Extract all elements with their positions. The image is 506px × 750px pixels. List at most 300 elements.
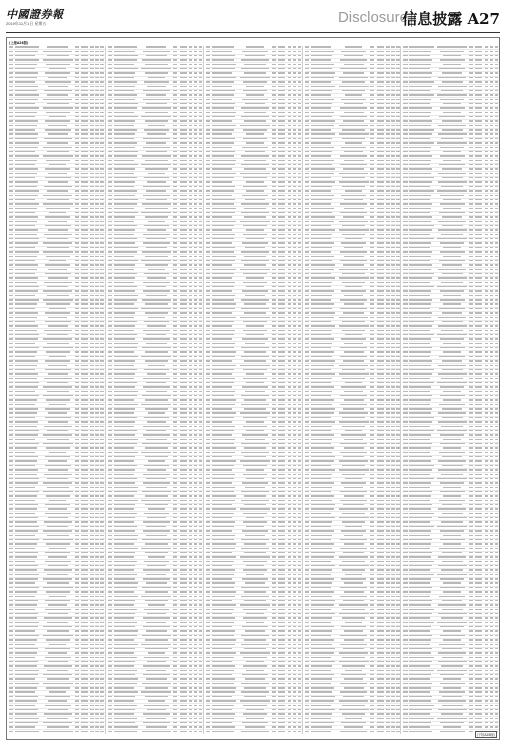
table-cell: [80, 360, 90, 363]
text-placeholder: [9, 504, 13, 505]
table-cell: [141, 330, 173, 333]
text-placeholder: [108, 386, 112, 387]
table-cell: [198, 578, 203, 581]
table-cell: [198, 513, 203, 516]
text-placeholder: [146, 247, 167, 248]
text-placeholder: [108, 582, 112, 583]
text-placeholder: [75, 90, 79, 91]
text-placeholder: [199, 46, 203, 47]
table-cell: [100, 565, 105, 568]
text-placeholder: [90, 591, 94, 592]
text-placeholder: [81, 696, 88, 697]
table-cell: [178, 500, 188, 503]
text-placeholder: [173, 417, 177, 418]
text-placeholder: [173, 173, 177, 174]
text-placeholder: [199, 395, 203, 396]
text-placeholder: [173, 155, 177, 156]
table-cell: [15, 582, 42, 585]
table-cell: [178, 613, 188, 616]
table-cell: [15, 613, 42, 616]
text-placeholder: [48, 421, 68, 422]
table-cell: [100, 713, 105, 716]
text-placeholder: [95, 430, 99, 431]
text-placeholder: [9, 521, 13, 522]
text-placeholder: [75, 622, 79, 623]
table-cell: [42, 308, 74, 311]
text-placeholder: [90, 412, 94, 413]
text-placeholder: [9, 125, 13, 126]
text-placeholder: [81, 282, 88, 283]
text-placeholder: [9, 378, 13, 379]
text-placeholder: [95, 687, 99, 688]
text-placeholder: [194, 216, 198, 217]
text-placeholder: [108, 351, 112, 352]
table-cell: [42, 46, 74, 49]
table-cell: [141, 203, 173, 206]
text-placeholder: [143, 521, 169, 522]
text-placeholder: [75, 72, 79, 73]
text-placeholder: [108, 360, 112, 361]
table-cell: [15, 295, 42, 298]
text-placeholder: [90, 59, 94, 60]
table-cell: [141, 133, 173, 136]
table-cell: [141, 596, 173, 599]
text-placeholder: [199, 186, 203, 187]
text-placeholder: [9, 617, 13, 618]
text-placeholder: [114, 199, 138, 200]
table-cell: [114, 273, 141, 276]
text-placeholder: [15, 303, 37, 304]
text-placeholder: [173, 347, 177, 348]
text-placeholder: [45, 81, 71, 82]
text-placeholder: [194, 203, 198, 204]
text-placeholder: [15, 112, 37, 113]
text-placeholder: [173, 591, 177, 592]
table-cell: [178, 521, 188, 524]
text-placeholder: [100, 596, 104, 597]
text-placeholder: [100, 234, 104, 235]
text-placeholder: [75, 51, 79, 52]
text-placeholder: [75, 269, 79, 270]
table-cell: [80, 644, 90, 647]
text-placeholder: [199, 360, 203, 361]
text-placeholder: [81, 247, 88, 248]
text-placeholder: [95, 426, 99, 427]
text-placeholder: [75, 59, 79, 60]
text-placeholder: [81, 526, 88, 527]
text-placeholder: [95, 321, 99, 322]
text-placeholder: [9, 290, 13, 291]
table-cell: [141, 229, 173, 232]
text-placeholder: [15, 160, 37, 161]
text-placeholder: [9, 360, 13, 361]
table-cell: [100, 556, 105, 559]
text-placeholder: [100, 408, 104, 409]
text-placeholder: [189, 247, 193, 248]
text-placeholder: [100, 90, 104, 91]
text-placeholder: [194, 99, 198, 100]
text-placeholder: [189, 273, 193, 274]
table-cell: [178, 391, 188, 394]
table-cell: [114, 439, 141, 442]
table-cell: [80, 212, 90, 215]
table-cell: [100, 212, 105, 215]
text-placeholder: [81, 173, 88, 174]
text-placeholder: [199, 569, 203, 570]
text-placeholder: [114, 260, 138, 261]
table-cell: [15, 112, 42, 115]
text-placeholder: [81, 330, 88, 331]
text-placeholder: [189, 181, 193, 182]
text-placeholder: [143, 51, 170, 52]
table-cell: [100, 181, 105, 184]
text-placeholder: [90, 351, 94, 352]
table-cell: [15, 203, 42, 206]
text-placeholder: [100, 317, 104, 318]
table-cell: [100, 513, 105, 516]
text-placeholder: [90, 260, 94, 261]
table-cell: [42, 456, 74, 459]
text-placeholder: [199, 269, 203, 270]
text-placeholder: [173, 517, 177, 518]
text-placeholder: [75, 116, 79, 117]
text-placeholder: [75, 447, 79, 448]
table-cell: [141, 412, 173, 415]
text-placeholder: [144, 177, 169, 178]
text-placeholder: [75, 155, 79, 156]
table-cell: [114, 46, 141, 49]
text-placeholder: [199, 365, 203, 366]
text-placeholder: [90, 731, 94, 732]
text-placeholder: [15, 177, 35, 178]
text-placeholder: [114, 456, 136, 457]
text-placeholder: [43, 731, 73, 732]
text-placeholder: [9, 635, 13, 636]
text-placeholder: [81, 508, 88, 509]
text-placeholder: [95, 482, 99, 483]
table-cell: [114, 469, 141, 472]
text-placeholder: [75, 360, 79, 361]
text-placeholder: [180, 421, 187, 422]
text-placeholder: [194, 609, 198, 610]
text-placeholder: [100, 138, 104, 139]
text-placeholder: [142, 347, 171, 348]
table-cell: [80, 282, 90, 285]
table-cell: [100, 604, 105, 607]
text-placeholder: [199, 596, 203, 597]
table-cell: [114, 561, 141, 564]
text-placeholder: [189, 173, 193, 174]
text-placeholder: [95, 565, 99, 566]
table-cell: [198, 582, 203, 585]
text-placeholder: [81, 644, 88, 645]
text-placeholder: [95, 195, 99, 196]
text-placeholder: [173, 277, 177, 278]
text-placeholder: [199, 247, 203, 248]
text-placeholder: [95, 517, 99, 518]
text-placeholder: [15, 709, 38, 710]
text-placeholder: [45, 648, 70, 649]
text-placeholder: [142, 155, 171, 156]
text-placeholder: [45, 705, 71, 706]
text-placeholder: [90, 504, 94, 505]
table-cell: [42, 133, 74, 136]
text-placeholder: [95, 399, 99, 400]
text-placeholder: [173, 107, 177, 108]
table-cell: [80, 465, 90, 468]
table-cell: [178, 351, 188, 354]
text-placeholder: [95, 151, 99, 152]
text-placeholder: [9, 469, 13, 470]
text-placeholder: [95, 373, 99, 374]
text-placeholder: [100, 295, 104, 296]
text-placeholder: [81, 535, 88, 536]
text-placeholder: [194, 356, 198, 357]
text-placeholder: [108, 548, 112, 549]
text-placeholder: [108, 269, 112, 270]
table-cell: [100, 120, 105, 123]
text-placeholder: [108, 195, 112, 196]
text-placeholder: [90, 474, 94, 475]
text-placeholder: [173, 116, 177, 117]
text-placeholder: [194, 408, 198, 409]
text-placeholder: [199, 556, 203, 557]
table-cell: [100, 347, 105, 350]
text-placeholder: [75, 133, 79, 134]
text-placeholder: [95, 308, 99, 309]
table-cell: [114, 195, 141, 198]
table-cell: [141, 334, 173, 337]
text-placeholder: [189, 343, 193, 344]
text-placeholder: [180, 203, 187, 204]
text-placeholder: [100, 495, 104, 496]
text-placeholder: [194, 491, 198, 492]
text-placeholder: [189, 439, 193, 440]
text-placeholder: [95, 68, 99, 69]
text-placeholder: [199, 574, 203, 575]
table-cell: [141, 251, 173, 254]
text-placeholder: [142, 107, 171, 108]
text-placeholder: [15, 330, 37, 331]
text-placeholder: [145, 543, 167, 544]
text-placeholder: [145, 447, 167, 448]
text-placeholder: [180, 330, 187, 331]
text-placeholder: [147, 181, 166, 182]
text-placeholder: [90, 434, 94, 435]
table-cell: [80, 90, 90, 93]
table-cell: [141, 59, 173, 62]
text-placeholder: [95, 299, 99, 300]
table-cell: [114, 386, 141, 389]
text-placeholder: [9, 604, 13, 605]
text-placeholder: [90, 622, 94, 623]
text-placeholder: [180, 147, 187, 148]
text-placeholder: [108, 369, 112, 370]
text-placeholder: [199, 138, 203, 139]
table-cell: [80, 107, 90, 110]
text-placeholder: [189, 543, 193, 544]
text-placeholder: [180, 155, 187, 156]
text-placeholder: [144, 513, 169, 514]
table-cell: [141, 630, 173, 633]
text-placeholder: [81, 68, 88, 69]
text-placeholder: [81, 517, 88, 518]
table-cell: [15, 478, 42, 481]
text-placeholder: [9, 299, 13, 300]
text-placeholder: [90, 81, 94, 82]
text-placeholder: [75, 652, 79, 653]
text-placeholder: [199, 504, 203, 505]
text-placeholder: [100, 517, 104, 518]
table-cell: [80, 626, 90, 629]
table-cell: [178, 565, 188, 568]
table-cell: [80, 596, 90, 599]
text-placeholder: [180, 508, 187, 509]
text-placeholder: [194, 421, 198, 422]
text-placeholder: [142, 299, 171, 300]
text-placeholder: [75, 521, 79, 522]
text-placeholder: [9, 648, 13, 649]
text-placeholder: [146, 391, 167, 392]
text-placeholder: [194, 260, 198, 261]
table-cell: [198, 299, 203, 302]
table-cell: [80, 120, 90, 123]
table-cell: [114, 229, 141, 232]
text-placeholder: [189, 129, 193, 130]
table-cell: [15, 421, 42, 424]
text-placeholder: [114, 125, 134, 126]
table-cell: [141, 116, 173, 119]
text-placeholder: [100, 674, 104, 675]
text-placeholder: [9, 569, 13, 570]
text-placeholder: [189, 504, 193, 505]
table-cell: [80, 199, 90, 202]
text-placeholder: [142, 59, 171, 60]
text-placeholder: [9, 369, 13, 370]
text-placeholder: [180, 173, 187, 174]
text-placeholder: [90, 360, 94, 361]
text-placeholder: [173, 460, 177, 461]
table-cell: [198, 443, 203, 446]
text-placeholder: [194, 321, 198, 322]
text-placeholder: [9, 443, 13, 444]
text-placeholder: [142, 587, 171, 588]
text-placeholder: [15, 591, 37, 592]
text-placeholder: [194, 303, 198, 304]
text-placeholder: [15, 691, 35, 692]
table-column: [108, 46, 205, 734]
table-cell: [15, 609, 42, 612]
table-cell: [100, 478, 105, 481]
text-placeholder: [47, 46, 68, 47]
text-placeholder: [173, 299, 177, 300]
table-cell: [141, 177, 173, 180]
table-cell: [114, 203, 141, 206]
text-placeholder: [81, 513, 88, 514]
table-cell: [178, 229, 188, 232]
table-cell: [114, 277, 141, 280]
text-placeholder: [100, 125, 104, 126]
table-cell: [80, 487, 90, 490]
text-placeholder: [81, 539, 88, 540]
text-placeholder: [173, 151, 177, 152]
table-cell: [80, 600, 90, 603]
text-placeholder: [47, 574, 68, 575]
text-placeholder: [173, 256, 177, 257]
text-placeholder: [9, 556, 13, 557]
text-placeholder: [141, 596, 171, 597]
table-cell: [80, 434, 90, 437]
text-placeholder: [173, 356, 177, 357]
text-placeholder: [9, 700, 13, 701]
table-cell: [100, 635, 105, 638]
table-cell: [42, 613, 74, 616]
text-placeholder: [199, 116, 203, 117]
text-placeholder: [146, 487, 167, 488]
table-cell: [100, 691, 105, 694]
table-cell: [100, 722, 105, 725]
text-placeholder: [95, 644, 99, 645]
text-placeholder: [180, 430, 187, 431]
text-placeholder: [95, 617, 99, 618]
text-placeholder: [173, 548, 177, 549]
table-cell: [42, 186, 74, 189]
text-placeholder: [44, 90, 71, 91]
text-placeholder: [48, 604, 67, 605]
text-placeholder: [95, 173, 99, 174]
table-cell: [15, 652, 42, 655]
text-placeholder: [90, 491, 94, 492]
text-placeholder: [81, 456, 88, 457]
text-placeholder: [114, 417, 137, 418]
text-placeholder: [108, 64, 112, 65]
table-cell: [80, 661, 90, 664]
text-placeholder: [173, 421, 177, 422]
text-placeholder: [15, 64, 37, 65]
text-placeholder: [81, 51, 88, 52]
text-placeholder: [90, 430, 94, 431]
table-cell: [198, 356, 203, 359]
text-placeholder: [95, 286, 99, 287]
text-placeholder: [180, 295, 187, 296]
text-placeholder: [100, 308, 104, 309]
text-placeholder: [194, 94, 198, 95]
table-cell: [80, 221, 90, 224]
table-cell: [42, 338, 74, 341]
text-placeholder: [9, 709, 13, 710]
text-placeholder: [81, 548, 88, 549]
text-placeholder: [81, 238, 88, 239]
text-placeholder: [90, 251, 94, 252]
table-cell: [100, 177, 105, 180]
table-cell: [80, 330, 90, 333]
text-placeholder: [100, 120, 104, 121]
text-placeholder: [15, 421, 38, 422]
text-placeholder: [180, 412, 187, 413]
table-cell: [178, 312, 188, 315]
text-placeholder: [46, 447, 70, 448]
table-cell: [178, 234, 188, 237]
text-placeholder: [173, 351, 177, 352]
text-placeholder: [194, 373, 198, 374]
table-cell: [141, 168, 173, 171]
text-placeholder: [146, 151, 167, 152]
text-placeholder: [95, 604, 99, 605]
text-placeholder: [95, 500, 99, 501]
text-placeholder: [95, 369, 99, 370]
text-placeholder: [199, 103, 203, 104]
text-placeholder: [9, 347, 13, 348]
